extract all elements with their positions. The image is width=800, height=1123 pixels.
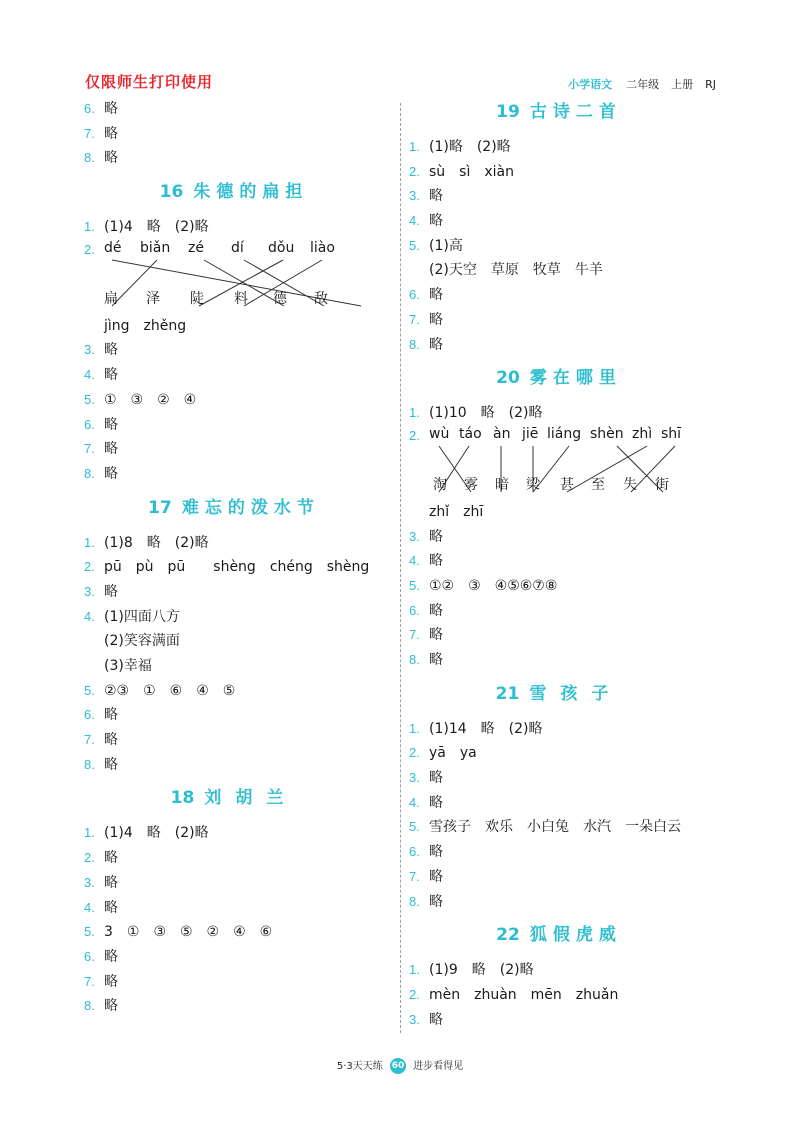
footer-brand: 5·3天天练 xyxy=(336,1061,383,1072)
section-title-20: 20 雾在哪里 xyxy=(496,368,622,389)
answer-line: (2)天空 草原 牧草 牛羊 xyxy=(429,262,603,279)
char-item: 梁 xyxy=(526,476,540,493)
char-item: 泽 xyxy=(146,290,160,307)
answer-line: 7. 略 xyxy=(84,125,118,142)
answer-line: 8. 略 xyxy=(409,336,443,353)
char-item: 淘 xyxy=(433,476,447,493)
answer-line: 8. 略 xyxy=(84,998,118,1015)
header-edition: RJ xyxy=(705,78,716,91)
pinyin-item: dí xyxy=(231,239,244,256)
answer-line: 1. (1)4 略 (2)略 xyxy=(84,219,209,236)
header-right xyxy=(568,76,716,92)
right-column xyxy=(409,97,709,1032)
answer-line: 4. (1)四面八方 xyxy=(84,608,180,625)
char-item: 雾 xyxy=(464,476,478,493)
char-item: 街 xyxy=(655,476,669,493)
pinyin-item: biǎn xyxy=(140,239,171,256)
answer-line: 7. 略 xyxy=(84,441,118,458)
char-item: 德 xyxy=(273,290,287,307)
answer-line: 4. 略 xyxy=(84,899,118,916)
answer-line: jìng zhěng xyxy=(104,317,187,334)
char-item: 料 xyxy=(234,290,248,307)
char-item: 暗 xyxy=(495,476,509,493)
pinyin-item: shī xyxy=(661,425,682,442)
answer-line: 7. 略 xyxy=(409,868,443,885)
section-title-16: 16 朱德的扁担 xyxy=(159,182,309,203)
column-divider xyxy=(400,103,401,1033)
matching-exercise-20: 2. wù táo àn jiē liáng shèn zhì shī 淘 雾 暗 梁 甚 至 失 街 xyxy=(409,426,709,500)
pinyin-item: liáng xyxy=(547,425,582,442)
header-volume: 上册 xyxy=(671,78,694,91)
answer-line: 1. (1)8 略 (2)略 xyxy=(84,534,209,551)
answer-line: 6. 略 xyxy=(84,416,118,433)
answer-line: 6. 略 xyxy=(84,707,118,724)
pinyin-item: shèn xyxy=(590,425,624,442)
char-item: 扁 xyxy=(104,290,118,307)
answer-line: (2)笑容满面 xyxy=(104,633,180,650)
char-item: 敌 xyxy=(314,290,328,307)
answer-line: 7. 略 xyxy=(409,627,443,644)
matching-exercise-16: 2. dé biǎn zé dí dǒu liào 扁 泽 陡 料 德 敌 xyxy=(84,240,384,314)
answer-line: 6. 略 xyxy=(84,948,118,965)
answer-line: 2. pū pù pū shèng chéng shèng xyxy=(84,559,370,576)
section-title-18: 18 刘胡兰 xyxy=(170,788,298,809)
pinyin-item: jiē xyxy=(522,425,539,442)
answer-line: 3. 略 xyxy=(84,342,118,359)
header-subject: 小学语文 xyxy=(568,78,613,91)
page-number-badge: 60 xyxy=(390,1058,406,1074)
answer-line: 8. 略 xyxy=(409,652,443,668)
answer-line: 7. 略 xyxy=(84,973,118,990)
pinyin-item: zé xyxy=(188,239,204,256)
answer-line: 8. 略 xyxy=(84,756,118,773)
answer-line: 7. 略 xyxy=(84,732,118,749)
answer-line: 5. (1)高 xyxy=(409,237,463,254)
pinyin-item: liào xyxy=(310,239,335,256)
answer-line: 6. 略 xyxy=(409,602,443,619)
section-title-22: 22 狐假虎威 xyxy=(496,925,622,946)
answer-line: 3. 略 xyxy=(84,583,118,600)
answer-line: 4. 略 xyxy=(409,213,443,230)
section-title-21: 21 雪孩子 xyxy=(495,683,623,704)
answer-line: 1. (1)9 略 (2)略 xyxy=(409,962,534,979)
char-item: 至 xyxy=(591,476,605,493)
answer-line: 8. 略 xyxy=(84,150,118,167)
answer-line: 1. (1)略 (2)略 xyxy=(409,139,511,155)
char-item: 陡 xyxy=(190,290,204,307)
answer-line: 2. mèn zhuàn mēn zhuǎn xyxy=(409,986,619,1003)
page-footer xyxy=(0,1057,800,1074)
char-item: 失 xyxy=(623,476,637,493)
pinyin-item: wù xyxy=(429,425,450,442)
pinyin-item: táo xyxy=(459,425,482,442)
answer-line: 6. 略 xyxy=(84,101,118,117)
answer-line: 4. 略 xyxy=(409,553,443,570)
answer-line: (3)幸福 xyxy=(104,658,152,674)
answer-line: 5. ②③ ① ⑥ ④ ⑤ xyxy=(84,682,236,699)
footer-slogan: 进步看得见 xyxy=(413,1061,464,1072)
answer-line: 8. 略 xyxy=(409,893,443,910)
pinyin-item: àn xyxy=(493,425,511,442)
answer-line: 2. 略 xyxy=(84,850,118,867)
answer-line: 5. 雪孩子 欢乐 小白兔 水汽 一朵白云 xyxy=(409,819,681,836)
pinyin-item: dǒu xyxy=(268,239,295,256)
answer-line: zhǐ zhī xyxy=(429,503,484,520)
answer-line: 7. 略 xyxy=(409,311,443,328)
answer-line: 4. 略 xyxy=(409,794,443,811)
pinyin-item: dé xyxy=(104,239,122,256)
answer-line: 1. (1)10 略 (2)略 xyxy=(409,405,543,422)
answer-line: 3. 略 xyxy=(84,874,118,891)
header-grade: 二年级 xyxy=(626,78,660,91)
left-column xyxy=(84,97,384,1019)
answer-line: 6. 略 xyxy=(409,844,443,861)
answer-line: 4. 略 xyxy=(84,367,118,384)
section-title-19: 19 古诗二首 xyxy=(496,102,622,122)
answer-line: 5. ① ③ ② ④ xyxy=(84,391,197,408)
answer-line: 2. yā ya xyxy=(409,745,477,762)
answer-line: 2. sù sì xiàn xyxy=(409,163,514,180)
answer-line: 6. 略 xyxy=(409,287,443,304)
answer-line: 1. (1)4 略 (2)略 xyxy=(84,825,209,842)
pinyin-item: zhì xyxy=(632,425,653,442)
answer-line: 3. 略 xyxy=(409,1011,443,1028)
header-left: 仅限师生打印使用 xyxy=(85,73,214,91)
answer-line: 8. 略 xyxy=(84,465,118,482)
answer-line: 5. 3 ① ③ ⑤ ② ④ ⑥ xyxy=(84,924,273,941)
answer-line: 5. ①② ③ ④⑤⑥⑦⑧ xyxy=(409,577,558,594)
answer-line: 1. (1)14 略 (2)略 xyxy=(409,720,543,737)
answer-line: 3. 略 xyxy=(409,770,443,787)
section-title-17: 17 难忘的泼水节 xyxy=(148,497,320,518)
answer-line: 3. 略 xyxy=(409,188,443,205)
answer-line: 3. 略 xyxy=(409,528,443,545)
char-item: 甚 xyxy=(560,476,574,493)
